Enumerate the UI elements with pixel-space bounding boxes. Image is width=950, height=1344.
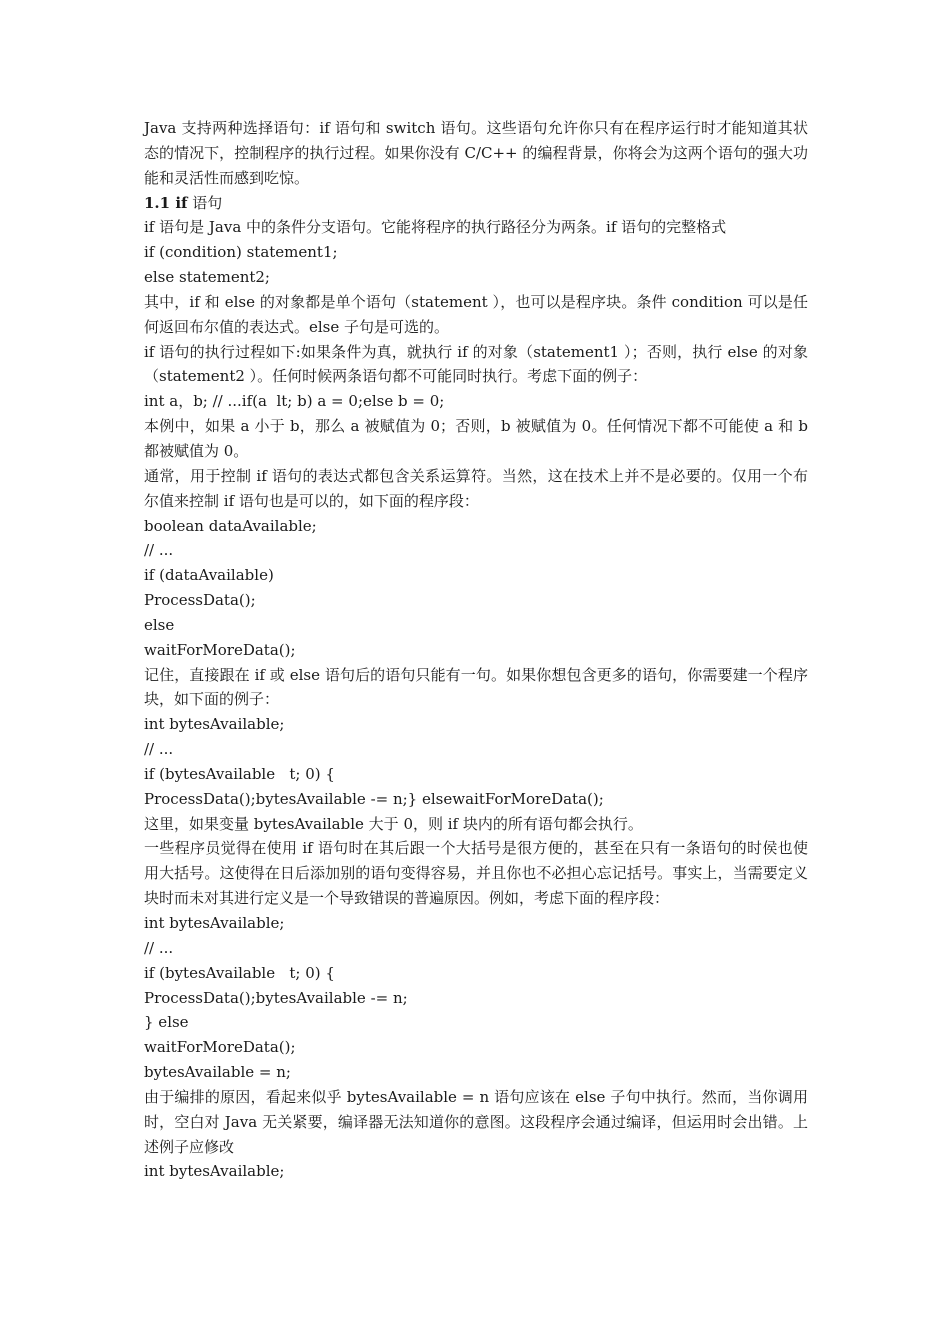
code-line: if (condition) statement1; bbox=[144, 243, 338, 262]
code-line: int bytesAvailable; bbox=[144, 715, 285, 734]
section-title-label: 语句 bbox=[187, 193, 223, 212]
code-line: ProcessData();bytesAvailable -= n;} elsewaitForMoreData(); bbox=[144, 789, 604, 808]
paragraph: 其中，if 和 else 的对象都是单个语句（statement ），也可以是程序块。条件 condition 可以是任何返回布尔值的表达式。else 子句是可选的。 bbox=[144, 292, 808, 336]
code-line: else bbox=[144, 615, 175, 634]
code-line: int bytesAvailable; bbox=[144, 914, 285, 932]
paragraph: 通常，用于控制 if 语句的表达式都包含关系运算符。当然，这在技术上并不是必要的。仅用一个布尔值来控制 if 语句也是可以的，如下面的程序段： bbox=[144, 466, 808, 510]
paragraph: 这里，如果变量 bytesAvailable 大于 0，则 if 块内的所有语句都会执行。 bbox=[144, 814, 643, 833]
code-line: ProcessData();bytesAvailable -= n; bbox=[144, 988, 408, 1007]
paragraph: if 语句的执行过程如下:如果条件为真，就执行 if 的对象（statement1 ）；否则，执行 else 的对象（statement2 ）。任何时候两条语句都不可能同时执行。考虑下面的例子： bbox=[144, 342, 808, 386]
code-line: waitForMoreData(); bbox=[144, 1038, 296, 1057]
code-line: // ... bbox=[144, 938, 174, 957]
code-line: if (dataAvailable) bbox=[144, 566, 274, 585]
code-line: int a，b; // ...if(a lt; b) a = 0;else b = 0; bbox=[144, 392, 445, 411]
section-heading bbox=[144, 191, 808, 216]
paragraph: 记住，直接跟在 if 或 else 语句后的语句只能有一句。如果你想包含更多的语句，你需要建一个程序块，如下面的例子： bbox=[144, 665, 808, 709]
code-line: if (bytesAvailable t; 0) { bbox=[144, 963, 335, 982]
paragraph: if 语句是 Java 中的条件分支语句。它能将程序的执行路径分为两条。if 语句的完整格式 bbox=[144, 218, 727, 237]
code-line: // ... bbox=[144, 541, 174, 560]
code-line: boolean dataAvailable; bbox=[144, 516, 317, 535]
paragraph: 一些程序员觉得在使用 if 语句时在其后跟一个大括号是很方便的，甚至在只有一条语句的时侯也使用大括号。这使得在日后添加别的语句变得容易，并且你也不必担心忘记括号。事实上，当需要定义块时而未对其进行定义是一个导致错误的普遍原因。例如，考虑下面的程序段： bbox=[144, 839, 808, 908]
code-line: } else bbox=[144, 1013, 189, 1032]
code-line: int bytesAvailable; bbox=[144, 1162, 285, 1181]
code-line: if (bytesAvailable t; 0) { bbox=[144, 764, 335, 783]
paragraph: 由于编排的原因，看起来似乎 bytesAvailable = n 语句应该在 else 子句中执行。然而，当你调用时，空白对 Java 无关紧要，编译器无法知道你的意图。这段程序会通过编译，但运用时会出错。上述例子应修改 bbox=[144, 1087, 808, 1156]
code-line: ProcessData(); bbox=[144, 591, 256, 610]
code-line: else statement2; bbox=[144, 268, 270, 287]
document-body bbox=[144, 116, 808, 1184]
paragraph-intro: Java 支持两种选择语句：if 语句和 switch 语句。这些语句允许你只有在程序运行时才能知道其状态的情况下，控制程序的执行过程。如果你没有 C/C++ 的编程背景，你将会为这两个语句的强大功能和灵活性而感到吃惊。 bbox=[144, 119, 808, 187]
code-line: // ... bbox=[144, 740, 174, 759]
paragraph: 本例中，如果 a 小于 b，那么 a 被赋值为 0；否则，b 被赋值为 0。任何情况下都不可能使 a 和 b 都被赋值为 0。 bbox=[144, 417, 808, 460]
code-line: waitForMoreData(); bbox=[144, 640, 296, 659]
section-number-label: 1.1 if bbox=[144, 193, 188, 212]
code-line: bytesAvailable = n; bbox=[144, 1063, 291, 1082]
